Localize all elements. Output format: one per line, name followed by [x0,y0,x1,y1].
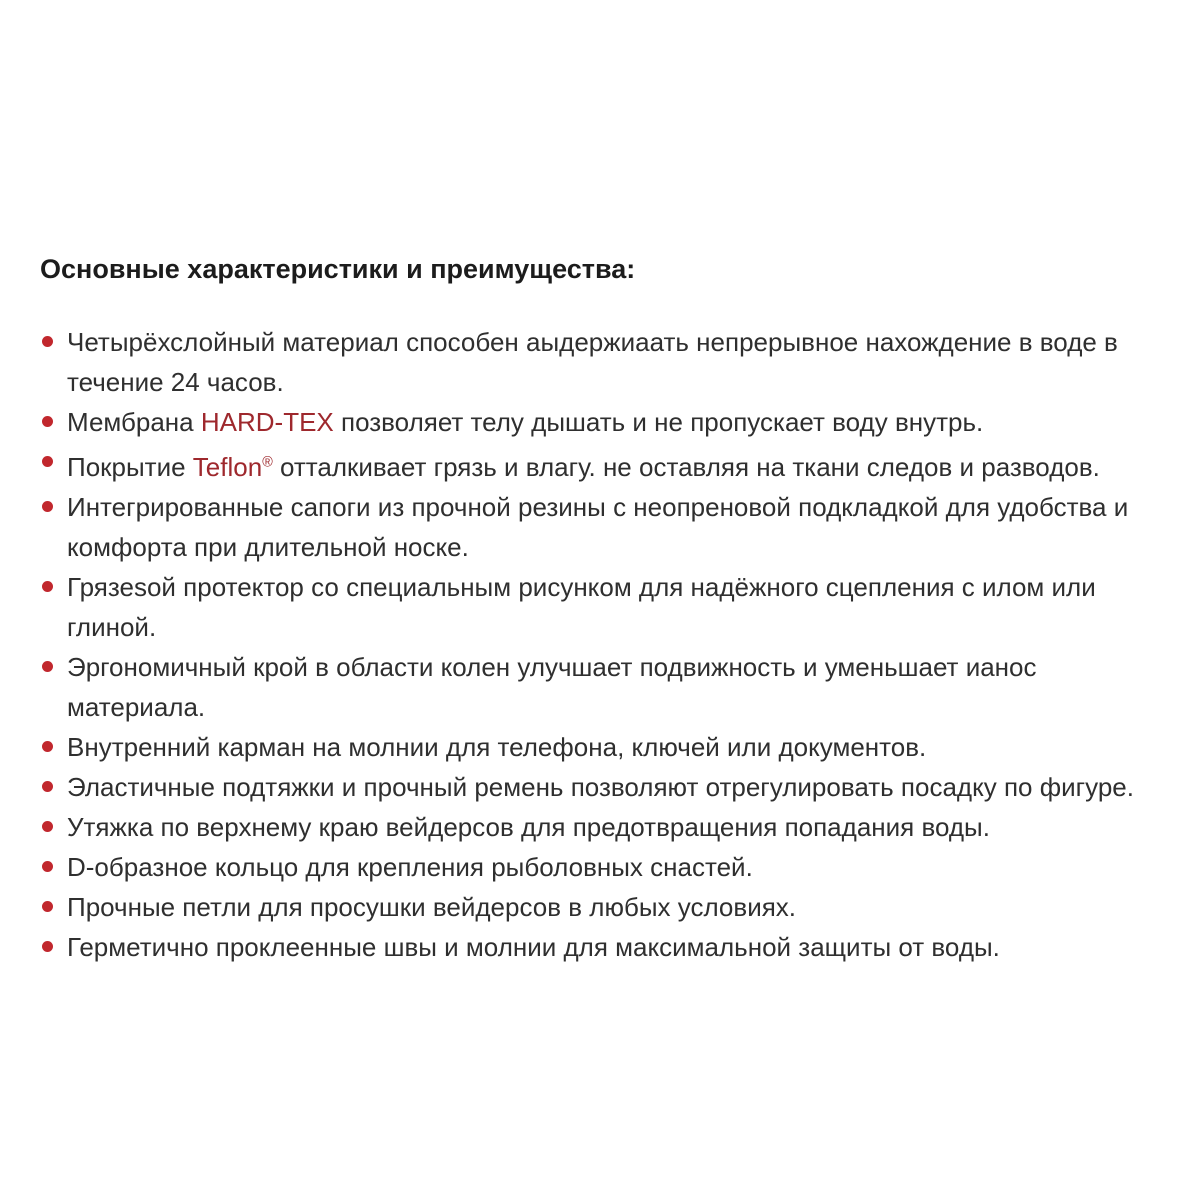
features-list [40,322,1162,967]
feature-text: Интегрированные сапоги из прочной резины с неопреновой подкладкой для удобства и комфорта при длительной носке. [67,491,1129,562]
feature-text: D-образное кольцо для крепления рыболовных снастей. [67,851,753,882]
bullet-icon [42,661,53,672]
feature-text: Утяжка по верхнему краю вейдерсов для предотвращения попадания воды. [67,811,990,842]
feature-text: Четырёхслойный материал способен аыдержиаать непрерывное нахождение в воде в течение 24 часов. [67,327,1118,397]
feature-text: Герметично проклеенные швы и молнии для максимальной защиты от воды. [67,931,1000,962]
feature-item [40,927,1162,967]
feature-text: Внутренний карман на молнии для телефона, ключей или документов. [67,731,927,762]
feature-item [40,442,1162,487]
feature-item [40,322,1162,402]
bullet-icon [42,416,53,427]
bullet-icon [42,941,53,952]
feature-text: Грязеsой протектор со специальным рисунком для надёжного сцепления с илом или глиной. [67,571,1096,642]
feature-item [40,887,1162,927]
bullet-icon [42,336,53,347]
bullet-icon [42,501,53,512]
feature-item [40,647,1162,727]
bullet-icon [42,821,53,832]
feature-item [40,487,1162,567]
feature-item [40,847,1162,887]
page-title: Основные характеристики и преимущества: [40,254,636,284]
bullet-icon [42,781,53,792]
bullet-icon [42,901,53,912]
bullet-icon [42,861,53,872]
feature-text: Эластичные подтяжки и прочный ремень позволяют отрегулировать посадку по фигуре. [67,771,1134,802]
feature-item [40,727,1162,767]
bullet-icon [42,456,53,467]
feature-text: Мембрана HARD-TEX позволяет телу дышать и не пропускает воду внутрь. [67,407,984,437]
feature-text: Покрытие Teflon® отталкивает грязь и влагу. не оставляя на ткани следов и разводов. [67,451,1100,482]
feature-item [40,567,1162,647]
feature-text: Эргономичный крой в области колен улучшает подвижность и уменьшает ианос материала. [67,651,1037,722]
feature-item [40,767,1162,807]
feature-text: Прочные петли для просушки вейдерсов в любых условиях. [67,891,797,922]
feature-item [40,402,1162,442]
feature-item [40,807,1162,847]
bullet-icon [42,741,53,752]
bullet-icon [42,581,53,592]
